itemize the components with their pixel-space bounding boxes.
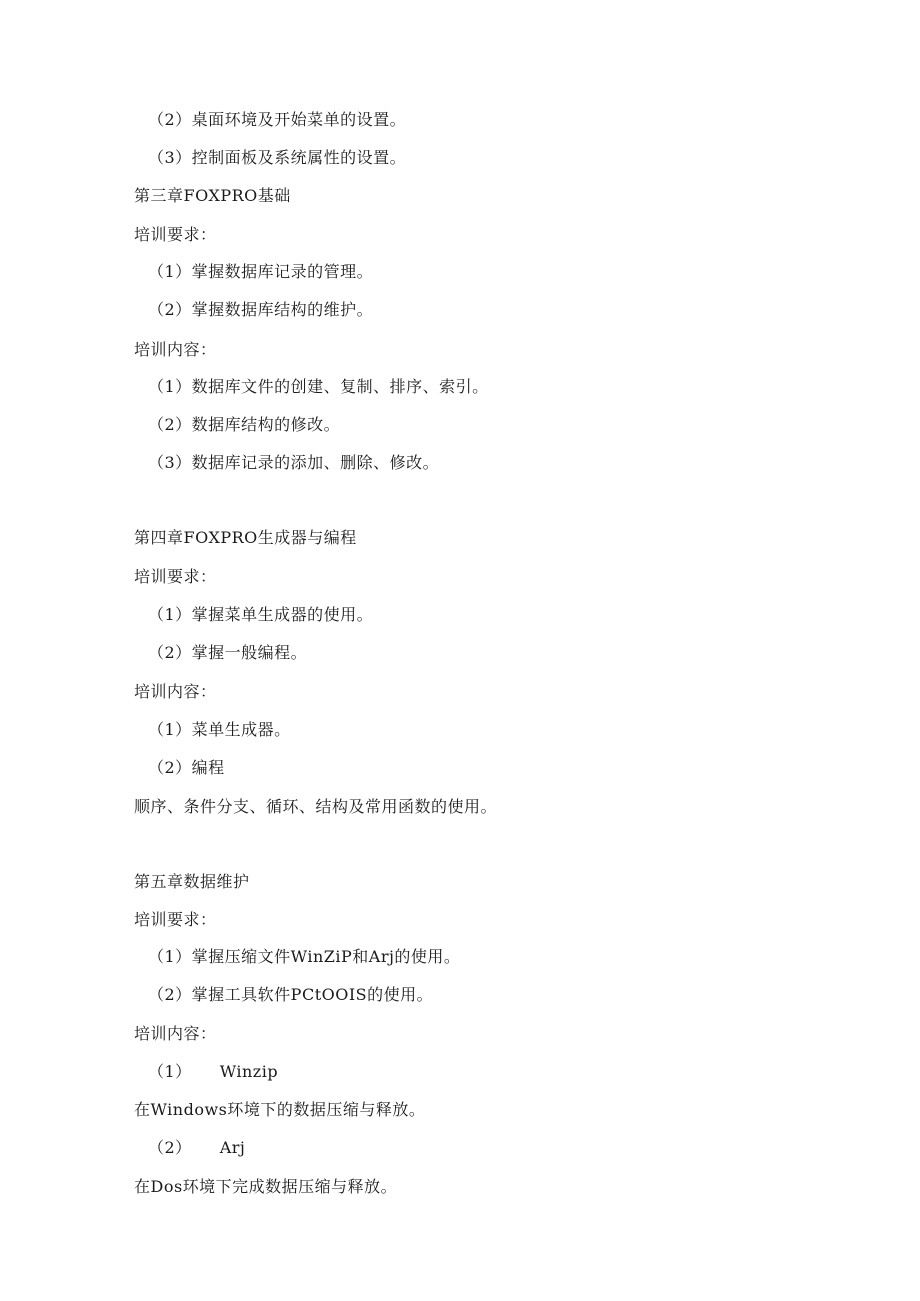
list-item-number: （1）: [148, 1062, 192, 1081]
chapter-heading: 第三章FOXPRO基础: [134, 186, 291, 205]
body-text: 在Windows环境下的数据压缩与释放。: [134, 1100, 426, 1119]
list-item: （2）掌握数据库结构的维护。: [148, 300, 374, 319]
list-item: （1）菜单生成器。: [148, 720, 291, 739]
chapter-heading: 第五章数据维护: [134, 872, 250, 891]
list-item-label: Arj: [219, 1138, 246, 1157]
section-label: 培训要求：: [134, 910, 217, 929]
list-item-number: （2）: [148, 1138, 192, 1157]
section-label: 培训要求：: [134, 225, 217, 244]
list-item: （2）编程: [148, 758, 225, 777]
section-label: 培训要求：: [134, 567, 217, 586]
list-item-label: Winzip: [219, 1062, 279, 1081]
list-item: （1）掌握菜单生成器的使用。: [148, 605, 374, 624]
list-item: （2）桌面环境及开始菜单的设置。: [148, 110, 407, 129]
body-text: 顺序、条件分支、循环、结构及常用函数的使用。: [134, 797, 498, 816]
body-text: 在Dos环境下完成数据压缩与释放。: [134, 1177, 398, 1196]
list-item: （2）掌握工具软件PCtOOIS的使用。: [148, 985, 434, 1004]
section-label: 培训内容：: [134, 340, 217, 359]
list-item: （2）数据库结构的修改。: [148, 415, 341, 434]
list-item: （1）掌握数据库记录的管理。: [148, 262, 374, 281]
section-label: 培训内容：: [134, 1024, 217, 1043]
list-item: （1）数据库文件的创建、复制、排序、索引。: [148, 377, 489, 396]
section-label: 培训内容：: [134, 682, 217, 701]
list-item: （3）控制面板及系统属性的设置。: [148, 148, 407, 167]
list-item: （3）数据库记录的添加、删除、修改。: [148, 453, 440, 472]
list-item: [148, 1138, 245, 1158]
chapter-heading: 第四章FOXPRO生成器与编程: [134, 528, 357, 547]
list-item: （2）掌握一般编程。: [148, 643, 308, 662]
list-item: （1）掌握压缩文件WinZiP和Arj的使用。: [148, 947, 461, 966]
list-item: [148, 1062, 278, 1082]
